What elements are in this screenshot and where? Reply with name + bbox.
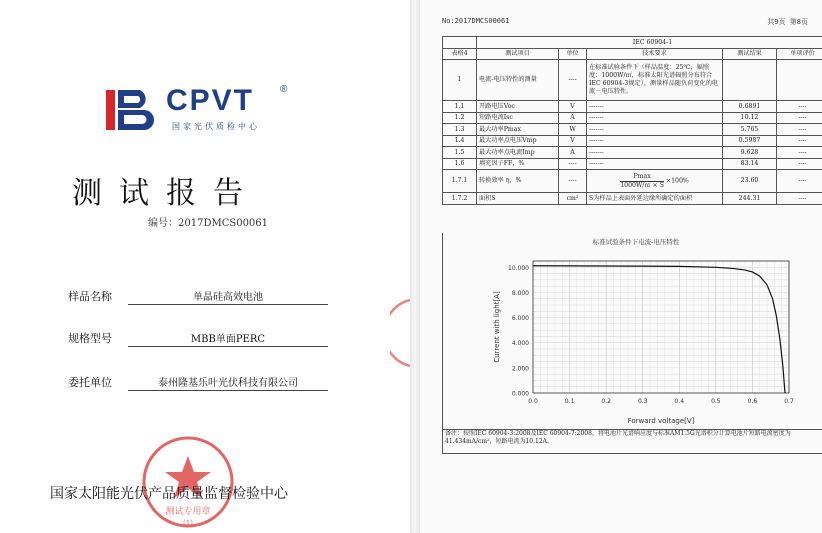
x-axis-label: Forward voltage[V] <box>627 417 695 425</box>
row-evaluation <box>777 60 822 101</box>
x-tick-label: 0.5 <box>711 398 721 405</box>
row-number: 1.6 <box>443 158 477 170</box>
page-fold <box>410 0 420 533</box>
row-result <box>723 60 777 101</box>
table-row <box>443 60 822 101</box>
row-item: 短路电流Isc <box>477 112 559 124</box>
row-evaluation: ---- <box>777 193 822 205</box>
formula-suffix: ×100% <box>665 177 689 185</box>
page-info: 共9页 第8页 <box>767 18 808 26</box>
x-tick-label: 0.6 <box>747 398 758 405</box>
iv-curve-chart <box>443 245 822 427</box>
registered-mark: ® <box>280 84 288 95</box>
row-item: 最大功率点电压Vmp <box>477 135 559 147</box>
header-cell: 测试项目 <box>477 48 559 60</box>
row-unit: V <box>559 101 587 113</box>
row-result: 5.765 <box>723 124 777 136</box>
row-requirement: ------- <box>587 135 723 147</box>
plot-area-border <box>533 261 789 393</box>
standard-ref: IEC 60904-1 <box>477 37 822 49</box>
cpvt-logo <box>104 84 294 134</box>
report-title: 测试报告 <box>72 176 260 211</box>
y-tick-label: 2.000 <box>511 365 529 373</box>
row-unit: cm² <box>559 193 587 205</box>
table-header-row <box>443 48 822 60</box>
y-tick-label: 0.000 <box>511 390 529 398</box>
stamp-number: (1) <box>183 519 193 527</box>
model-underline <box>128 346 328 347</box>
red-seal-stamp <box>138 432 238 532</box>
header-cell: 表格4 <box>443 48 477 60</box>
chart-grid <box>533 261 789 393</box>
chart-title: 标准试验条件下电流-电压特性 <box>592 238 680 246</box>
row-requirement: 在标准试验条件下（样品温度：25℃，辐照度：1000W/㎡，标准太阳光谱辐照分布符合IEC 60904-3规定），测量样品随负荷变化的电流－电压特性。 <box>587 60 723 101</box>
row-result: 23.60 <box>723 170 777 193</box>
table-corner <box>443 37 477 49</box>
test-results-page <box>420 0 822 533</box>
row-item: 转换效率 η，% <box>477 170 559 193</box>
row-unit: A <box>559 112 587 124</box>
row-item: 开路电压Voc <box>477 101 559 113</box>
logo-wordmark: CPVT <box>166 84 255 117</box>
x-tick-label: 0.0 <box>528 398 538 405</box>
table-row <box>443 147 822 159</box>
row-result: 10.12 <box>723 112 777 124</box>
table-row <box>443 170 822 193</box>
formula-denominator: 1000W/㎡ × S <box>620 181 664 189</box>
row-requirement: ------- <box>587 112 723 124</box>
x-tick-labels <box>528 398 794 405</box>
client-underline <box>128 390 328 391</box>
header-cell: 测试结果 <box>723 48 777 60</box>
table-row <box>443 112 822 124</box>
row-result: 244.31 <box>723 193 777 205</box>
y-tick-label: 4.000 <box>511 340 529 348</box>
row-unit: W <box>559 124 587 136</box>
row-item: 填充因子FF，% <box>477 158 559 170</box>
x-tick-label: 0.4 <box>674 398 685 405</box>
client-label: 委托单位 <box>68 376 112 389</box>
y-tick-label: 6.000 <box>511 315 529 323</box>
row-number: 1.4 <box>443 135 477 147</box>
report-number <box>148 214 268 229</box>
row-result: 0.6891 <box>723 101 777 113</box>
sample-name-label: 样品名称 <box>68 290 112 303</box>
row-number: 1.1 <box>443 101 477 113</box>
report-number-label: 编号： <box>148 218 178 229</box>
issuer-name: 国家太阳能光伏产品质量监督检验中心 <box>50 486 288 502</box>
sample-name-underline <box>128 304 328 305</box>
client-value: 泰州隆基乐叶光伏科技有限公司 <box>158 378 298 389</box>
stamp-text: 测试专用章 <box>165 507 211 517</box>
row-result: 83.14 <box>723 158 777 170</box>
row-item: 电流-电压特性的测量 <box>477 60 559 101</box>
row-result: 9.628 <box>723 147 777 159</box>
row-number: 1.7.1 <box>443 170 477 193</box>
row-unit: V <box>559 135 587 147</box>
row-item: 最大功率点电流Imp <box>477 147 559 159</box>
row-requirement: ------- <box>587 158 723 170</box>
row-requirement: ------- <box>587 101 723 113</box>
x-tick-label: 0.3 <box>637 398 648 405</box>
row-item: 最大功率Pmax <box>477 124 559 136</box>
row-evaluation: ---- <box>777 147 822 159</box>
table-row <box>443 135 822 147</box>
row-number: 1 <box>443 60 477 101</box>
y-tick-label: 10.000 <box>508 264 529 272</box>
model-value: MBB单面PERC <box>190 334 266 345</box>
iv-chart-panel <box>442 233 822 430</box>
cover-page <box>0 0 410 533</box>
row-evaluation: ---- <box>777 101 822 113</box>
row-requirement-formula <box>587 170 723 193</box>
efficiency-formula <box>620 173 664 189</box>
row-number: 1.3 <box>443 124 477 136</box>
x-tick-label: 0.2 <box>601 398 611 405</box>
x-tick-label: 0.7 <box>784 398 794 405</box>
row-requirement: ------- <box>587 147 723 159</box>
model-label: 规格型号 <box>68 332 112 345</box>
row-number: 1.2 <box>443 112 477 124</box>
sample-name-value: 单晶硅高效电池 <box>193 292 263 303</box>
row-evaluation: ---- <box>777 124 822 136</box>
table-row <box>443 101 822 113</box>
header-cell: 单项评价 <box>777 48 822 60</box>
header-cell: 单位 <box>559 48 587 60</box>
row-requirement: ------- <box>587 124 723 136</box>
row-unit: ---- <box>559 158 587 170</box>
row-result: 0.5987 <box>723 135 777 147</box>
logo-subtitle: 国家光伏质检中心 <box>172 122 260 131</box>
row-evaluation: ---- <box>777 170 822 193</box>
remarks: 备注：按照IEC 60904-3:2008及IEC 60904-7:2008，将电池片光谱响应度与标准AM1.5G光谱积分计算电池片短路电流密度为41.434mA/cm²，短路电流为10.12A。 <box>442 429 822 454</box>
report-number-value: 2017DMCS00061 <box>178 218 269 229</box>
x-tick-label: 0.1 <box>564 398 575 405</box>
row-evaluation: ---- <box>777 135 822 147</box>
results-table <box>442 36 822 205</box>
row-unit: ---- <box>559 170 587 193</box>
formula-numerator: Pmax <box>620 173 664 182</box>
y-tick-label: 8.000 <box>511 289 529 297</box>
row-unit: ---- <box>559 60 587 101</box>
row-number: 1.7.2 <box>443 193 477 205</box>
table-row <box>443 124 822 136</box>
row-number: 1.5 <box>443 147 477 159</box>
row-requirement: S为样品上表面外延边缘所确定的面积 <box>587 193 723 205</box>
y-axis-label: Current with light[A] <box>493 291 501 363</box>
header-cell: 技术要求 <box>587 48 723 60</box>
doc-number: No:2017DMCS00061 <box>442 17 510 25</box>
row-evaluation: ---- <box>777 158 822 170</box>
y-tick-labels <box>508 265 529 398</box>
table-row <box>443 193 822 205</box>
row-item: 面积S <box>477 193 559 205</box>
cpvt-logo-icon <box>104 84 160 132</box>
row-unit: A <box>559 147 587 159</box>
row-evaluation: ---- <box>777 112 822 124</box>
edge-seal-stamp <box>390 298 410 368</box>
table-row <box>443 158 822 170</box>
